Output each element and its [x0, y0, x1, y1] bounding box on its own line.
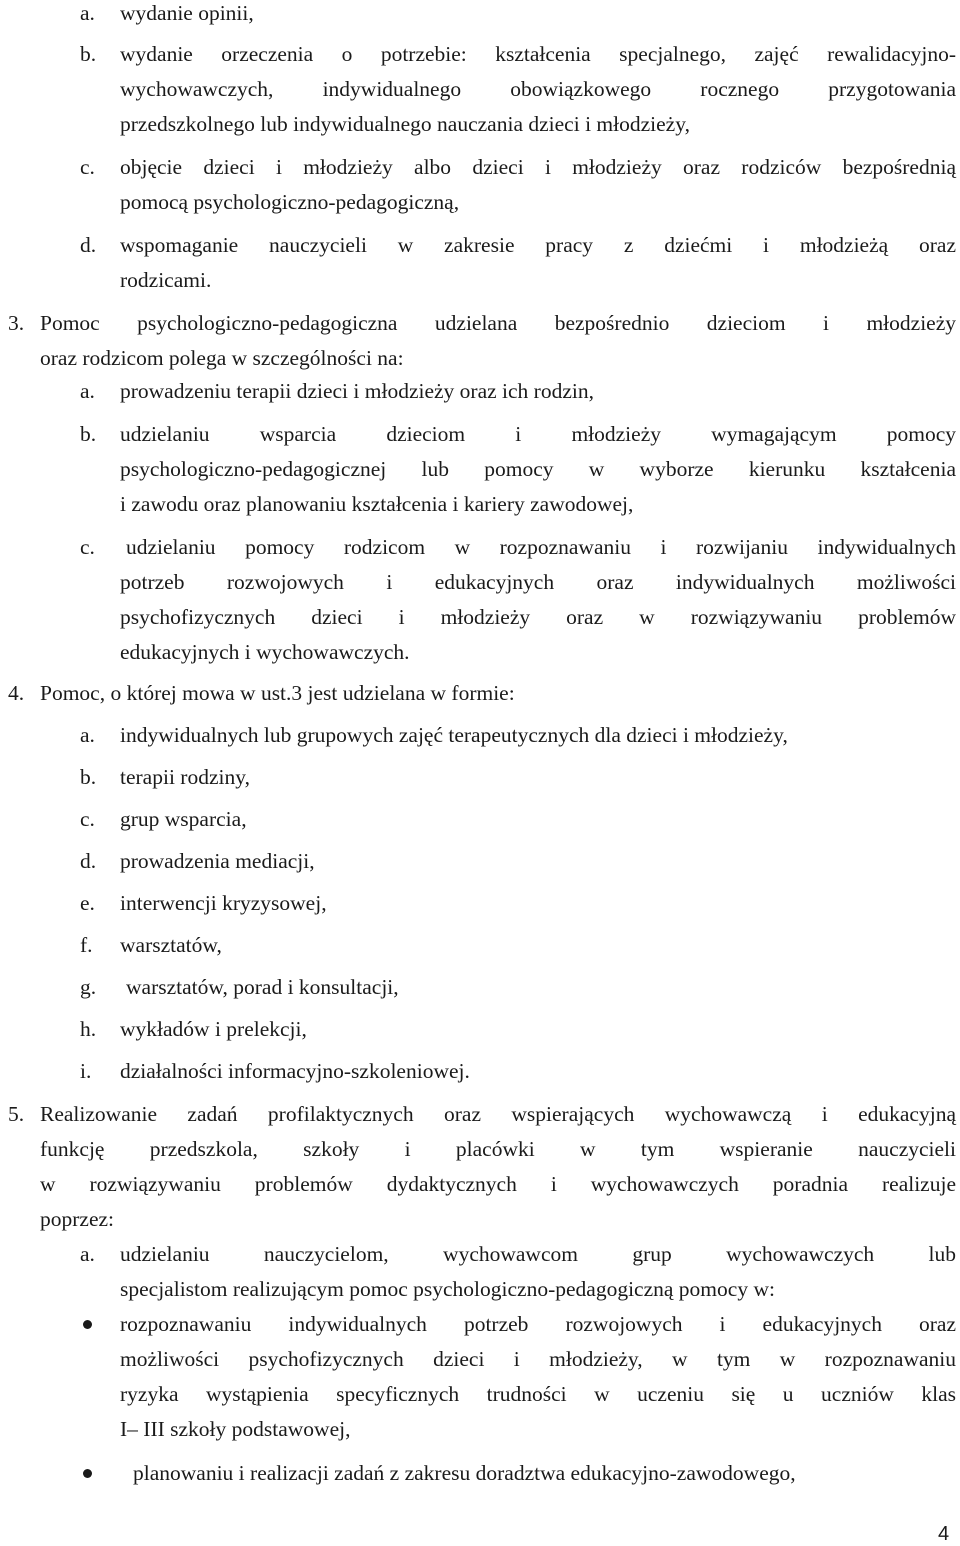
list-item-text: udzielaniu pomocy rodzicom w rozpoznawaniu i rozwijaniu indywidualnych [126, 535, 956, 559]
list-item-text: rozpoznawaniu indywidualnych potrzeb rozwojowych i edukacyjnych oraz [120, 1312, 956, 1336]
list-item-text: prowadzenia mediacji, [120, 849, 315, 873]
list-item-text: edukacyjnych i wychowawczych. [120, 640, 410, 664]
list-label: b. [80, 765, 97, 789]
list-label: a. [80, 1, 95, 25]
list-item-text: możliwości psychofizycznych dzieci i młodzieży, w tym w rozpoznawaniu [120, 1347, 956, 1371]
list-item-text: specjalistom realizującym pomoc psychologiczno-pedagogiczną pomocy w: [120, 1277, 775, 1301]
list-item-text: wychowawczych, indywidualnego obowiązkowego rocznego przygotowania [120, 77, 956, 101]
paragraph-text: Pomoc psychologiczno-pedagogiczna udzielana bezpośrednio dzieciom i młodzieży [40, 311, 956, 335]
section-number: 5. [8, 1102, 25, 1126]
list-item-text: przedszkolnego lub indywidualnego nauczania dzieci i młodzieży, [120, 112, 690, 136]
paragraph-text: w rozwiązywaniu problemów dydaktycznych i wychowawczych poradnia realizuje [40, 1172, 956, 1196]
list-item-text: wspomaganie nauczycieli w zakresie pracy z dziećmi i młodzieżą oraz [120, 233, 956, 257]
list-item-text: interwencji kryzysowej, [120, 891, 327, 915]
paragraph-text: Pomoc, o której mowa w ust.3 jest udzielana w formie: [40, 681, 515, 705]
list-label: a. [80, 379, 95, 403]
paragraph-text: Realizowanie zadań profilaktycznych oraz wspierających wychowawczą i edukacyjną [40, 1102, 956, 1126]
list-label: i. [80, 1059, 92, 1083]
list-item-text: rodzicami. [120, 268, 212, 292]
list-label: b. [80, 422, 97, 446]
list-label: a. [80, 723, 95, 747]
list-item-text: I– III szkoły podstawowej, [120, 1417, 351, 1441]
list-label: c. [80, 155, 95, 179]
paragraph-text: oraz rodzicom polega w szczególności na: [40, 346, 404, 370]
list-item-text: warsztatów, porad i konsultacji, [126, 975, 399, 999]
list-item-text: grup wsparcia, [120, 807, 247, 831]
list-item-text: wydanie opinii, [120, 1, 254, 25]
list-item-text: warsztatów, [120, 933, 222, 957]
bullet-icon [83, 1469, 92, 1478]
list-item-text: wydanie orzeczenia o potrzebie: kształcenia specjalnego, zajęć rewalidacyjno- [120, 42, 956, 66]
list-label: c. [80, 807, 95, 831]
list-item-text: psychologiczno-pedagogicznej lub pomocy w wyborze kierunku kształcenia [120, 457, 956, 481]
list-label: c. [80, 535, 95, 559]
list-item-text: działalności informacyjno-szkoleniowej. [120, 1059, 470, 1083]
paragraph-text: poprzez: [40, 1207, 115, 1231]
list-item-text: i zawodu oraz planowaniu kształcenia i kariery zawodowej, [120, 492, 634, 516]
list-item-text: terapii rodziny, [120, 765, 250, 789]
list-item-text: udzielaniu nauczycielom, wychowawcom grup wychowawczych lub [120, 1242, 956, 1266]
section-number: 4. [8, 681, 25, 705]
list-label: f. [80, 933, 93, 957]
list-label: a. [80, 1242, 95, 1266]
list-item-text: wykładów i prelekcji, [120, 1017, 307, 1041]
list-item-text: planowaniu i realizacji zadań z zakresu doradztwa edukacyjno-zawodowego, [133, 1461, 796, 1485]
list-item-text: pomocą psychologiczno-pedagogiczną, [120, 190, 460, 214]
section-number: 3. [8, 311, 25, 335]
list-item-text: indywidualnych lub grupowych zajęć terapeutycznych dla dzieci i młodzieży, [120, 723, 788, 747]
list-label: d. [80, 849, 97, 873]
list-item-text: prowadzeniu terapii dzieci i młodzieży oraz ich rodzin, [120, 379, 594, 403]
paragraph-text: funkcję przedszkola, szkoły i placówki w tym wspieranie nauczycieli [40, 1137, 956, 1161]
page-number: 4 [938, 1523, 950, 1545]
list-item-text: psychofizycznych dzieci i młodzieży oraz w rozwiązywaniu problemów [120, 605, 956, 629]
list-label: d. [80, 233, 97, 257]
list-label: h. [80, 1017, 97, 1041]
list-item-text: objęcie dzieci i młodzieży albo dzieci i młodzieży oraz rodziców bezpośrednią [120, 155, 956, 179]
list-label: e. [80, 891, 95, 915]
list-item-text: udzielaniu wsparcia dzieciom i młodzieży wymagającym pomocy [120, 422, 956, 446]
list-label: g. [80, 975, 97, 999]
list-item-text: ryzyka wystąpienia specyficznych trudności w uczeniu się u uczniów klas [120, 1382, 956, 1406]
bullet-icon [83, 1320, 92, 1329]
list-label: b. [80, 42, 97, 66]
list-item-text: potrzeb rozwojowych i edukacyjnych oraz indywidualnych możliwości [120, 570, 956, 594]
